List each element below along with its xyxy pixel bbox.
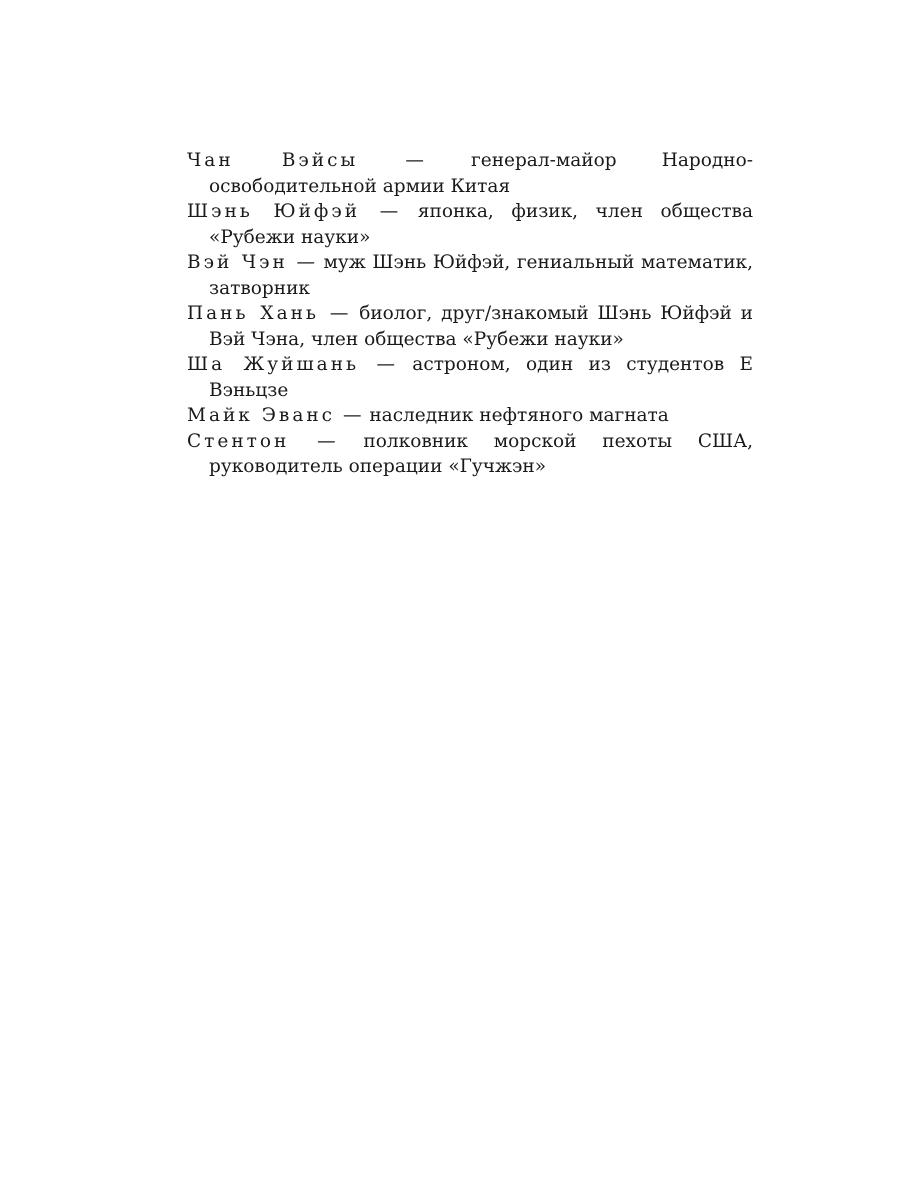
character-entry <box>187 352 753 403</box>
character-description: японка, физик, член общества «Рубежи науки» <box>209 201 754 248</box>
em-dash: — <box>379 201 399 222</box>
character-entry <box>187 250 753 301</box>
character-name: Ша Жуйшань <box>187 354 360 375</box>
em-dash: — <box>342 405 362 426</box>
character-description: полковник морской пехоты США, руководитель операции «Гучжэн» <box>209 430 753 477</box>
em-dash: — <box>296 252 315 273</box>
character-description: муж Шэнь Юйфэй, гениальный математик, затворник <box>209 252 753 299</box>
em-dash: — <box>329 303 349 324</box>
character-name: Чан Вэйсы <box>187 150 359 171</box>
em-dash: — <box>376 354 395 375</box>
character-entry <box>187 148 753 199</box>
character-description: биолог, друг/знакомый Шэнь Юйфэй и Вэй Чэна, член общества «Рубежи науки» <box>209 303 753 350</box>
character-description: генерал-майор Народно-освободительной армии Китая <box>209 150 753 197</box>
em-dash: — <box>317 430 336 452</box>
character-name: Стентон <box>187 430 290 452</box>
character-entry <box>187 429 753 480</box>
character-list <box>187 148 753 480</box>
character-description: астроном, один из студентов Е Вэньцзе <box>209 354 754 401</box>
character-entry <box>187 199 753 250</box>
character-name: Шэнь Юйфэй <box>187 201 361 222</box>
character-entry <box>187 403 753 429</box>
character-name: Майк Эванс <box>187 405 336 426</box>
character-entry <box>187 301 753 352</box>
character-name: Вэй Чэн <box>187 252 288 273</box>
character-description: наследник нефтяного магната <box>369 405 669 426</box>
em-dash: — <box>405 150 424 171</box>
character-name: Пань Хань <box>187 303 319 324</box>
